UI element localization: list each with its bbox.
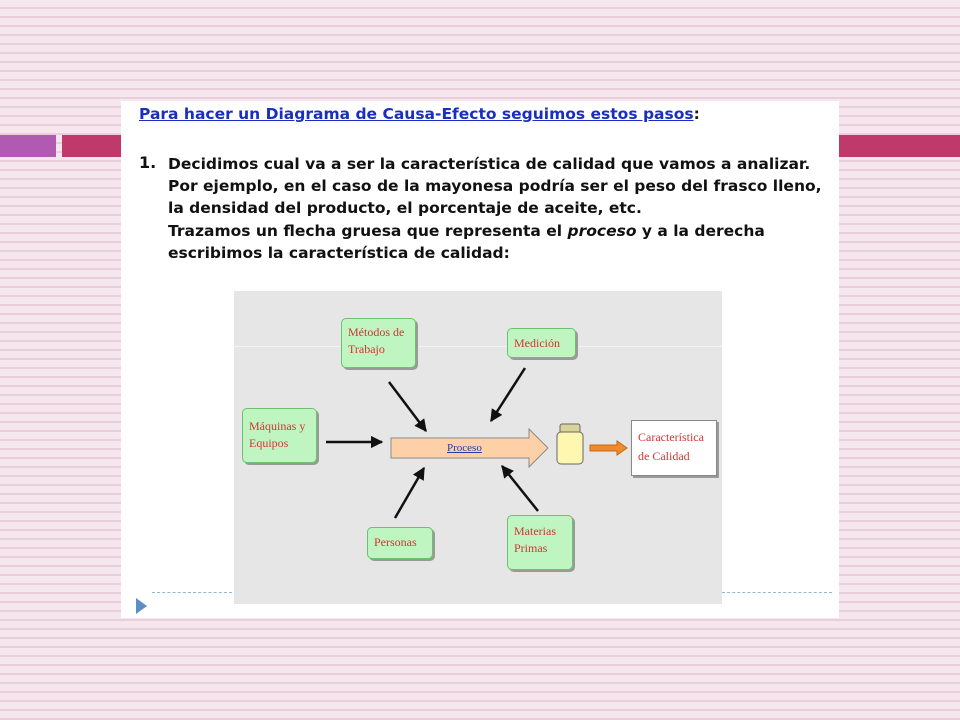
cause-label: Máquinas y bbox=[249, 419, 306, 433]
arrow-personas bbox=[395, 468, 424, 518]
step-line bbox=[168, 220, 833, 242]
arrow-materias bbox=[502, 466, 538, 511]
result-box bbox=[631, 420, 717, 476]
cause-label: Medición bbox=[514, 336, 560, 350]
cause-box-personas bbox=[367, 527, 433, 559]
dashed-divider-left bbox=[152, 592, 232, 593]
cause-box-metodos bbox=[341, 318, 416, 368]
step-line: la densidad del producto, el porcentaje de aceite, etc. bbox=[168, 199, 642, 218]
step-line-part: y a la derecha bbox=[636, 221, 765, 240]
cause-label: Materias bbox=[514, 524, 556, 538]
fishbone-diagram bbox=[234, 291, 722, 604]
heading-link[interactable]: Para hacer un Diagrama de Causa-Efecto seguimos estos pasos bbox=[139, 105, 694, 123]
heading-colon: : bbox=[693, 105, 700, 123]
step-line: Decidimos cual va a ser la característica de calidad que vamos a analizar. bbox=[168, 155, 811, 173]
result-label: Característica bbox=[638, 430, 704, 444]
result-label: de Calidad bbox=[638, 449, 690, 463]
jar-icon bbox=[557, 424, 583, 464]
step-line-italic: proceso bbox=[567, 221, 637, 240]
arrow-metodos bbox=[389, 382, 426, 431]
arrow-medicion bbox=[491, 368, 525, 421]
cause-label: Equipos bbox=[249, 436, 289, 450]
step-number: 1. bbox=[139, 153, 157, 172]
cause-box-medicion bbox=[507, 328, 576, 358]
step-line: escribimos la característica de calidad: bbox=[168, 243, 510, 262]
result-arrow bbox=[590, 441, 627, 455]
cause-label: Métodos de bbox=[348, 325, 405, 339]
process-label: Proceso bbox=[447, 442, 482, 454]
step-text bbox=[168, 153, 833, 264]
dashed-divider-right bbox=[722, 592, 832, 593]
cause-box-maquinas bbox=[242, 408, 317, 463]
cause-label: Personas bbox=[374, 535, 417, 549]
play-arrow-icon[interactable] bbox=[136, 598, 147, 614]
cause-label: Trabajo bbox=[348, 342, 385, 356]
accent-bar-left bbox=[0, 135, 56, 157]
step-line-part: Trazamos un flecha gruesa que representa el bbox=[168, 221, 568, 240]
step-line: Por ejemplo, en el caso de la mayonesa podría ser el peso del frasco lleno, bbox=[168, 177, 822, 196]
cause-label: Primas bbox=[514, 541, 548, 555]
cause-box-materias bbox=[507, 515, 573, 570]
heading bbox=[139, 105, 700, 123]
